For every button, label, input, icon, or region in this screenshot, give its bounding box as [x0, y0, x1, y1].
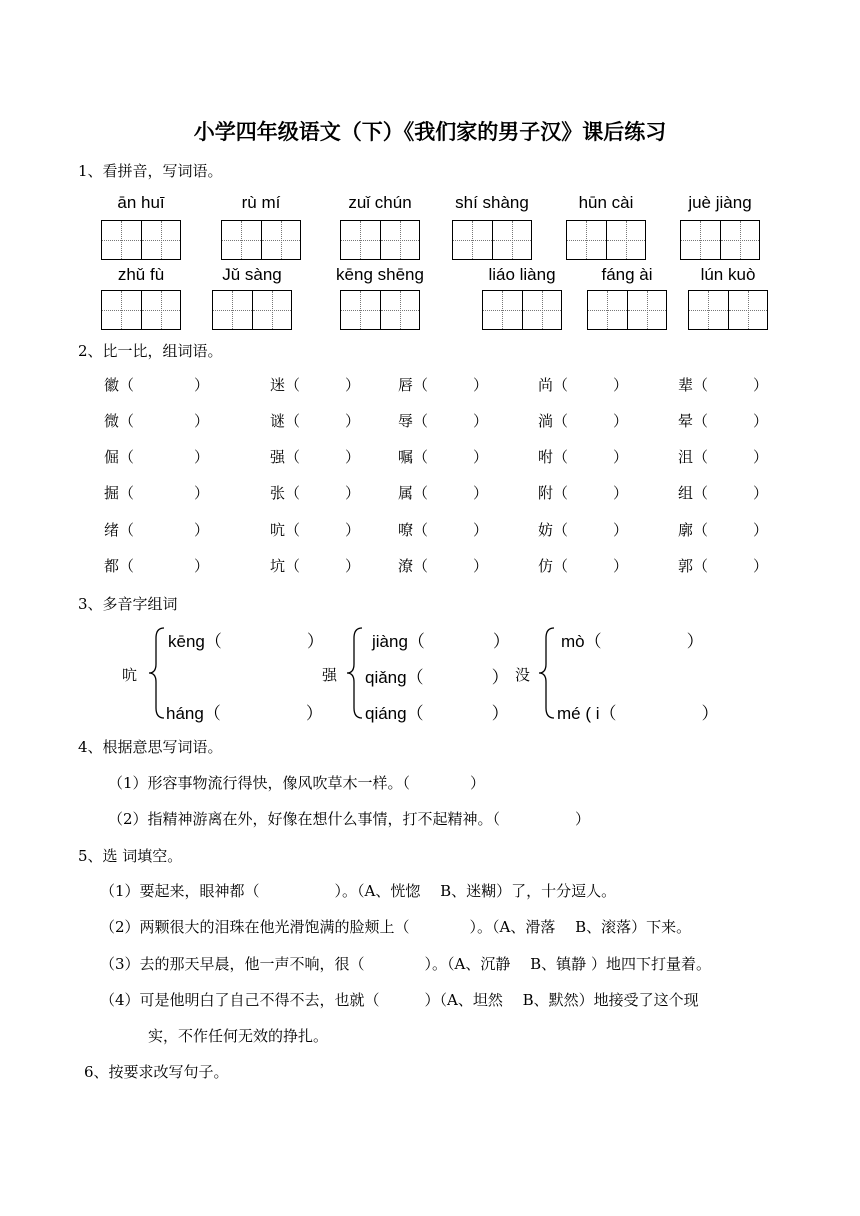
writing-box[interactable]	[482, 290, 562, 330]
compare-word-item: 张（ ）	[270, 484, 361, 502]
compare-word-item: 组（ ）	[678, 484, 769, 502]
tianzige-cell[interactable]	[492, 221, 532, 259]
tianzige-cell[interactable]	[453, 221, 492, 259]
writing-box[interactable]	[212, 290, 292, 330]
section-4-heading: 4、根据意思写词语。	[78, 738, 223, 756]
writing-box[interactable]	[452, 220, 532, 260]
polyphone-char-2: 强	[322, 666, 338, 684]
pinyin-label: liáo liàng	[488, 265, 556, 284]
left-brace-icon	[146, 626, 168, 720]
compare-word-item: 嘱（ ）	[398, 448, 489, 466]
compare-word-item: 吭（ ）	[270, 521, 361, 539]
left-brace-icon	[344, 626, 366, 720]
compare-word-item: 廓（ ）	[678, 521, 769, 539]
compare-word-item: 徽（ ）	[104, 376, 210, 394]
tianzige-cell[interactable]	[102, 291, 141, 329]
tianzige-cell[interactable]	[222, 221, 261, 259]
writing-box[interactable]	[680, 220, 760, 260]
compare-word-item: 倔（ ）	[104, 448, 210, 466]
compare-word-item: 附（ ）	[538, 484, 629, 502]
tianzige-cell[interactable]	[380, 291, 420, 329]
writing-box[interactable]	[221, 220, 301, 260]
polyphone-char-1: 吭	[122, 666, 138, 684]
compare-word-item: 辱（ ）	[398, 412, 489, 430]
polyphone-item: kēng（ ）	[168, 632, 324, 651]
compare-word-item: 淌（ ）	[538, 412, 629, 430]
question-line: 实，不作任何无效的挣扎。	[148, 1027, 329, 1045]
polyphone-item: mò（ ）	[561, 632, 704, 651]
section-1-heading: 1、看拼音，写词语。	[78, 162, 223, 180]
writing-box[interactable]	[587, 290, 667, 330]
writing-box[interactable]	[340, 220, 420, 260]
tianzige-cell[interactable]	[341, 291, 380, 329]
compare-word-item: 掘（ ）	[104, 484, 210, 502]
pinyin-label: ān huī	[117, 193, 165, 212]
tianzige-cell[interactable]	[141, 221, 181, 259]
compare-word-item: 坑（ ）	[270, 557, 361, 575]
polyphone-char-3: 没	[515, 666, 531, 684]
compare-word-item: 属（ ）	[398, 484, 489, 502]
compare-word-item: 辈（ ）	[678, 376, 769, 394]
compare-word-item: 妨（ ）	[538, 521, 629, 539]
tianzige-cell[interactable]	[213, 291, 252, 329]
pinyin-label: kēng shēng	[336, 265, 424, 284]
question-line: （4）可是他明白了自己不得不去，也就（ ）（A、坦然 B、默然）地接受了这个现	[100, 991, 699, 1009]
writing-box[interactable]	[101, 220, 181, 260]
question-line: （2）指精神游离在外，好像在想什么事情，打不起精神。（ ）	[108, 810, 591, 828]
polyphone-item: jiàng（ ）	[372, 632, 510, 651]
pinyin-label: zhǔ fù	[117, 265, 165, 284]
compare-word-item: 唇（ ）	[398, 376, 489, 394]
compare-word-item: 仿（ ）	[538, 557, 629, 575]
question-line: （1）形容事物流行得快，像风吹草木一样。（ ）	[108, 774, 486, 792]
compare-word-item: 谜（ ）	[270, 412, 361, 430]
pinyin-label: shí shàng	[455, 193, 529, 212]
pinyin-label: juè jiàng	[688, 193, 752, 212]
tianzige-cell[interactable]	[483, 291, 522, 329]
compare-word-item: 强（ ）	[270, 448, 361, 466]
tianzige-cell[interactable]	[141, 291, 181, 329]
tianzige-cell[interactable]	[588, 291, 627, 329]
compare-word-item: 都（ ）	[104, 557, 210, 575]
question-line: （3）去的那天早晨，他一声不响，很（ ）。（A、沉静 B、镇静 ）地四下打量着。	[100, 955, 711, 973]
compare-word-item: 郭（ ）	[678, 557, 769, 575]
tianzige-cell[interactable]	[341, 221, 380, 259]
tianzige-cell[interactable]	[261, 221, 301, 259]
compare-word-item: 嘹（ ）	[398, 521, 489, 539]
section-5-heading: 5、选 词填空。	[78, 847, 183, 865]
tianzige-cell[interactable]	[627, 291, 667, 329]
pinyin-label: zuǐ chún	[348, 193, 412, 212]
writing-box[interactable]	[340, 290, 420, 330]
pinyin-label: hūn cài	[578, 193, 634, 212]
tianzige-cell[interactable]	[606, 221, 646, 259]
tianzige-cell[interactable]	[728, 291, 768, 329]
tianzige-cell[interactable]	[102, 221, 141, 259]
compare-word-item: 迷（ ）	[270, 376, 361, 394]
pinyin-label: rù mí	[241, 193, 281, 212]
tianzige-cell[interactable]	[720, 221, 760, 259]
tianzige-cell[interactable]	[522, 291, 562, 329]
question-line: （1）要起来，眼神都（ ）。（A、恍惚 B、迷糊）了，十分逗人。	[100, 882, 617, 900]
compare-word-item: 晕（ ）	[678, 412, 769, 430]
compare-word-item: 绪（ ）	[104, 521, 210, 539]
tianzige-cell[interactable]	[681, 221, 720, 259]
pinyin-label: fáng ài	[601, 265, 653, 284]
compare-word-item: 微（ ）	[104, 412, 210, 430]
pinyin-label: lún kuò	[700, 265, 756, 284]
question-line: （2）两颗很大的泪珠在他光滑饱满的脸颊上（ ）。（A、滑落 B、滚落）下来。	[100, 918, 692, 936]
left-brace-icon	[536, 626, 558, 720]
section-3-heading: 3、多音字组词	[78, 595, 178, 613]
page-title: 小学四年级语文（下）《我们家的男子汉》课后练习	[193, 119, 667, 144]
polyphone-item: qiáng（ ）	[365, 704, 509, 723]
tianzige-cell[interactable]	[689, 291, 728, 329]
compare-word-item: 尚（ ）	[538, 376, 629, 394]
writing-box[interactable]	[688, 290, 768, 330]
tianzige-cell[interactable]	[567, 221, 606, 259]
polyphone-item: háng（ ）	[166, 704, 323, 723]
tianzige-cell[interactable]	[380, 221, 420, 259]
compare-word-item: 沮（ ）	[678, 448, 769, 466]
compare-word-item: 潦（ ）	[398, 557, 489, 575]
compare-word-item: 咐（ ）	[538, 448, 629, 466]
section-2-heading: 2、比一比，组词语。	[78, 342, 223, 360]
pinyin-label: Jǔ sàng	[222, 265, 282, 284]
writing-box[interactable]	[101, 290, 181, 330]
writing-box[interactable]	[566, 220, 646, 260]
polyphone-item: qiǎng（ ）	[365, 668, 509, 687]
tianzige-cell[interactable]	[252, 291, 292, 329]
section-6-heading: 6、按要求改写句子。	[84, 1063, 229, 1081]
polyphone-item: mé ( i（ ）	[557, 704, 719, 723]
